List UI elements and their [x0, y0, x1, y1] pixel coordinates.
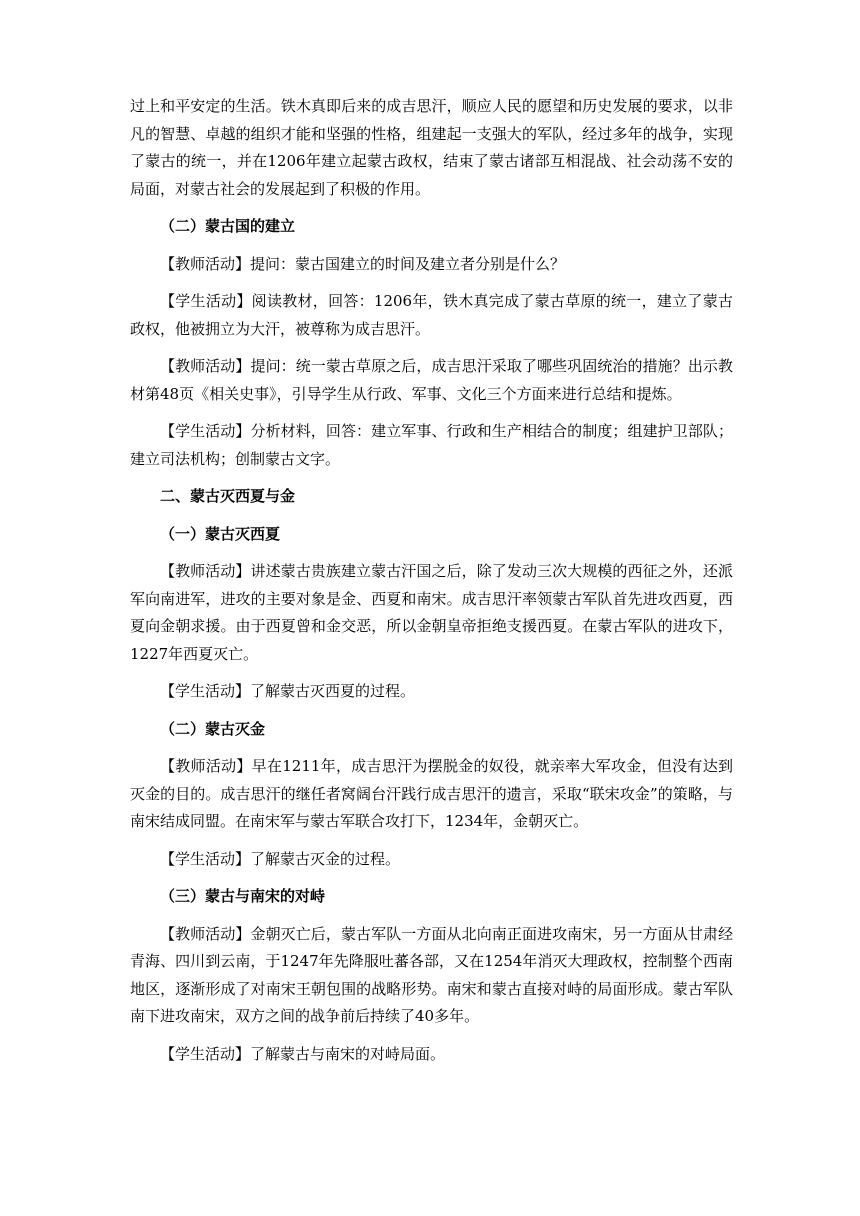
- paragraph-teacher-activity: 【教师活动】提问：蒙古国建立的时间及建立者分别是什么？: [160, 254, 566, 273]
- paragraph-student-activity: 【学生活动】了解蒙古灭西夏的过程。: [160, 682, 416, 700]
- paragraph-teacher-activity: 【教师活动】金朝灭亡后，蒙古军队一方面从北向南正面进攻南宋，另一方面从甘肃经青海、四川到云南，于1247年先降服吐蕃各部，又在1254年消灭大理政权，控制整个西南地区，逐渐形成了对南宋王朝包围的战略形势。南宋和蒙古直接对峙的局面形成。蒙古军队南下进攻南宋，双方之间的战争前后持续了40多年。: [130, 924, 733, 1025]
- paragraph-student-activity: 【学生活动】阅读教材，回答：1206年，铁木真完成了蒙古草原的统一，建立了蒙古政权，他被拥立为大汗，被尊称为成吉思汗。: [130, 292, 733, 338]
- document-body: [130, 93, 733, 1078]
- heading-section-two: 二、蒙古灭西夏与金: [160, 487, 296, 505]
- paragraph-intro: 过上和平安定的生活。铁木真即后来的成吉思汗，顺应人民的愿望和历史发展的要求，以非凡的智慧、卓越的组织才能和坚强的性格，组建起一支强大的军队，经过多年的战争，实现了蒙古的统一，并在1206年建立起蒙古政权，结束了蒙古诸部互相混战、社会动荡不安的局面，对蒙古社会的发展起到了积极的作用。: [130, 97, 733, 198]
- paragraph-teacher-activity: 【教师活动】早在1211年，成吉思汗为摆脱金的奴役，就亲率大军攻金，但没有达到灭金的目的。成吉思汗的继任者窝阔台汗践行成吉思汗的遗言，采取“联宋攻金”的策略，与南宋结成同盟。在南宋军与蒙古军联合攻打下，1234年，金朝灭亡。: [130, 757, 733, 830]
- heading-destroy-xixia: （一）蒙古灭西夏: [160, 524, 281, 543]
- paragraph-student-activity: 【学生活动】了解蒙古与南宋的对峙局面。: [160, 1044, 446, 1063]
- paragraph-teacher-activity: 【教师活动】讲述蒙古贵族建立蒙古汗国之后，除了发动三次大规模的西征之外，还派军向南进军，进攻的主要对象是金、西夏和南宋。成吉思汗率领蒙古军队首先进攻西夏，西夏向金朝求援。由于西夏曾和金交恶，所以金朝皇帝拒绝支援西夏。在蒙古军队的进攻下，1227年西夏灭亡。: [130, 562, 733, 663]
- paragraph-student-activity: 【学生活动】分析材料，回答：建立军事、行政和生产相结合的制度；组建护卫部队；建立司法机构；创制蒙古文字。: [130, 422, 733, 468]
- heading-southern-song-standoff: （三）蒙古与南宋的对峙: [160, 887, 326, 905]
- paragraph-teacher-activity: 【教师活动】提问：统一蒙古草原之后，成吉思汗采取了哪些巩固统治的措施？出示教材第48页《相关史事》，引导学生从行政、军事、文化三个方面来进行总结和提炼。: [130, 357, 733, 403]
- heading-destroy-jin: （二）蒙古灭金: [160, 719, 266, 738]
- heading-mongol-state-founding: （二）蒙古国的建立: [160, 217, 296, 235]
- paragraph-student-activity: 【学生活动】了解蒙古灭金的过程。: [160, 849, 401, 868]
